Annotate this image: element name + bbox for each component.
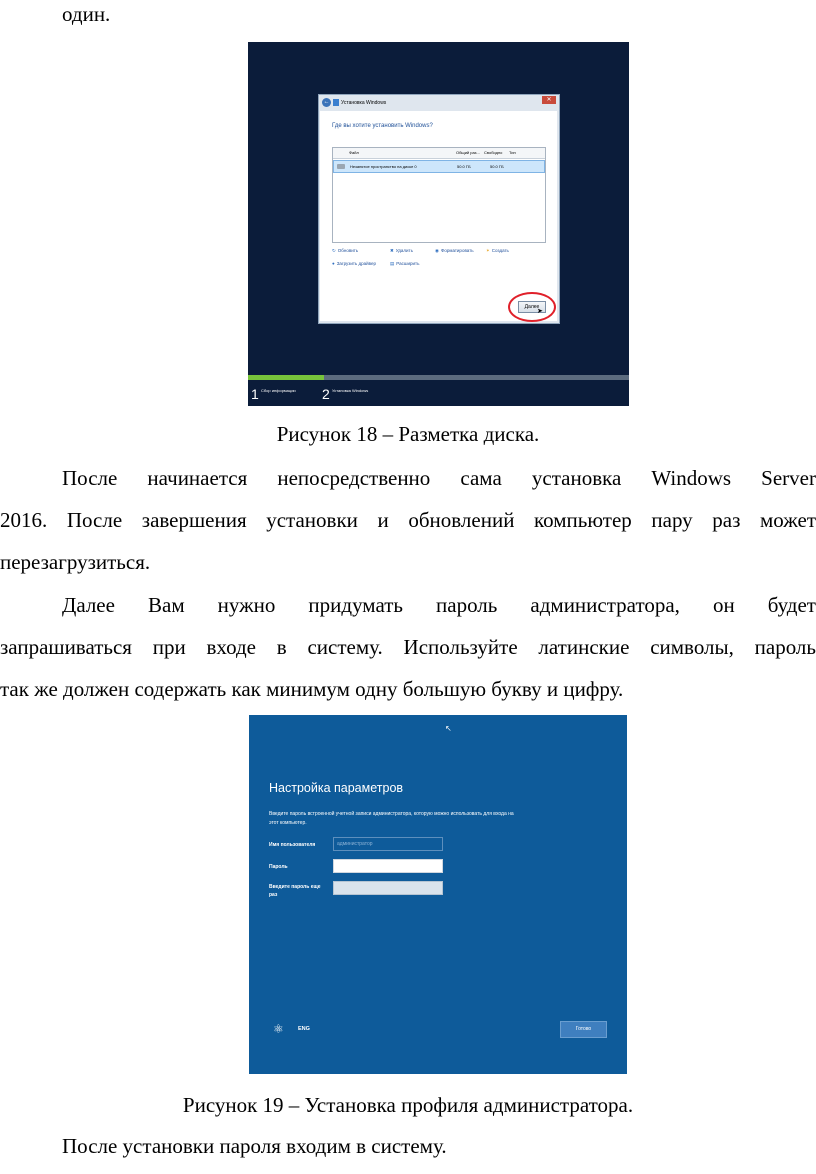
- back-arrow-icon[interactable]: ←: [323, 99, 330, 105]
- figure-18-caption: Рисунок 18 – Разметка диска.: [276, 422, 540, 446]
- figure-disk-partition-screenshot: [248, 42, 629, 406]
- column-header-free[interactable]: Свободно: [484, 150, 503, 155]
- setup-window-title: Установка Windows: [341, 100, 387, 106]
- step-number: 2: [322, 386, 330, 402]
- load-driver-icon: ●: [332, 261, 335, 266]
- disk-row-selected[interactable]: [333, 160, 545, 173]
- next-button[interactable]: Далее: [518, 301, 546, 313]
- final-line: После установки пароля входим в систему.: [62, 1134, 447, 1158]
- close-icon[interactable]: ✕: [542, 96, 556, 104]
- step-label: Сбор информации: [261, 388, 296, 393]
- disk-table: [332, 147, 546, 243]
- setup-progress-fill: [248, 375, 324, 380]
- password-repeat-field[interactable]: [333, 881, 443, 895]
- setup-window: [318, 94, 560, 324]
- create-action[interactable]: [486, 248, 509, 254]
- disk-row-free: 50.0 ГБ: [490, 164, 504, 169]
- setup-window-titlebar: [319, 95, 559, 111]
- refresh-action[interactable]: [332, 248, 358, 254]
- extend-label: Расширить: [396, 261, 420, 266]
- paragraph-1-line-1: После начинается непосредственно сама установка Windows Server: [62, 466, 816, 490]
- paragraph-2-line-3: так же должен содержать как минимум одну большую букву и цифру.: [0, 677, 624, 701]
- format-action[interactable]: [435, 248, 474, 254]
- figure-19-caption: Рисунок 19 – Установка профиля администратора.: [182, 1093, 634, 1117]
- delete-icon: ✖: [390, 248, 394, 253]
- column-header-total[interactable]: Общий раз...: [456, 150, 480, 155]
- step-label: Установка Windows: [332, 388, 369, 393]
- hard-disk-icon: [337, 164, 345, 169]
- load-driver-action[interactable]: [332, 261, 376, 266]
- column-header-name[interactable]: Файл: [349, 150, 359, 155]
- paragraph-2-line-2: запрашиваться при входе в систему. Используйте латинские символы, пароль: [0, 635, 816, 659]
- username-field[interactable]: администратор: [333, 837, 443, 851]
- load-driver-label: Загрузить драйвер: [336, 261, 377, 266]
- format-icon: ◉: [435, 248, 439, 253]
- delete-action[interactable]: [390, 248, 413, 254]
- mouse-cursor-icon: ↖: [445, 724, 452, 733]
- language-indicator[interactable]: ENG: [298, 1026, 310, 1032]
- refresh-icon: ↻: [332, 248, 336, 253]
- figure-admin-setup-screenshot: [249, 715, 627, 1074]
- install-location-question: Где вы хотите установить Windows?: [332, 123, 433, 129]
- password-label: Пароль: [269, 864, 288, 870]
- refresh-label: Обновить: [337, 248, 359, 253]
- top-line: один.: [62, 2, 111, 26]
- accessibility-icon[interactable]: ⚛: [273, 1022, 284, 1036]
- setup-progress-bar: [248, 375, 629, 380]
- settings-description: Введите пароль встроенной учетной записи администратора, которую можно использовать для входа на этот компьютер.: [269, 811, 514, 826]
- paragraph-1-line-2: 2016. После завершения установки и обновлений компьютер пару раз может: [0, 508, 816, 532]
- column-header-type[interactable]: Тип: [509, 150, 516, 155]
- mouse-cursor-icon: ➤: [537, 308, 543, 315]
- format-label: Форматировать: [440, 248, 474, 253]
- paragraph-1-line-3: перезагрузиться.: [0, 550, 151, 574]
- create-label: Создать: [491, 248, 509, 253]
- paragraph-2-line-1: Далее Вам нужно придумать пароль администратора, он будет: [62, 593, 816, 617]
- delete-label: Удалить: [395, 248, 413, 253]
- password-repeat-label: Введите пароль еще раз: [269, 884, 321, 898]
- disk-row-total: 50.0 ГБ: [457, 164, 471, 169]
- disk-row-name: Незанятое пространство на диске 0: [350, 164, 417, 169]
- create-icon: ✶: [486, 248, 490, 253]
- step-number: 1: [251, 386, 259, 402]
- setup-window-body: [320, 111, 557, 321]
- extend-icon: ▤: [390, 261, 395, 266]
- extend-action[interactable]: [390, 261, 419, 267]
- settings-heading: Настройка параметров: [269, 781, 404, 795]
- windows-setup-icon: [333, 99, 339, 106]
- disk-table-header: [333, 148, 545, 159]
- password-field[interactable]: [333, 859, 443, 873]
- username-label: Имя пользователя: [269, 842, 316, 848]
- done-button[interactable]: Готово: [560, 1021, 607, 1038]
- red-highlight-circle: [508, 292, 556, 322]
